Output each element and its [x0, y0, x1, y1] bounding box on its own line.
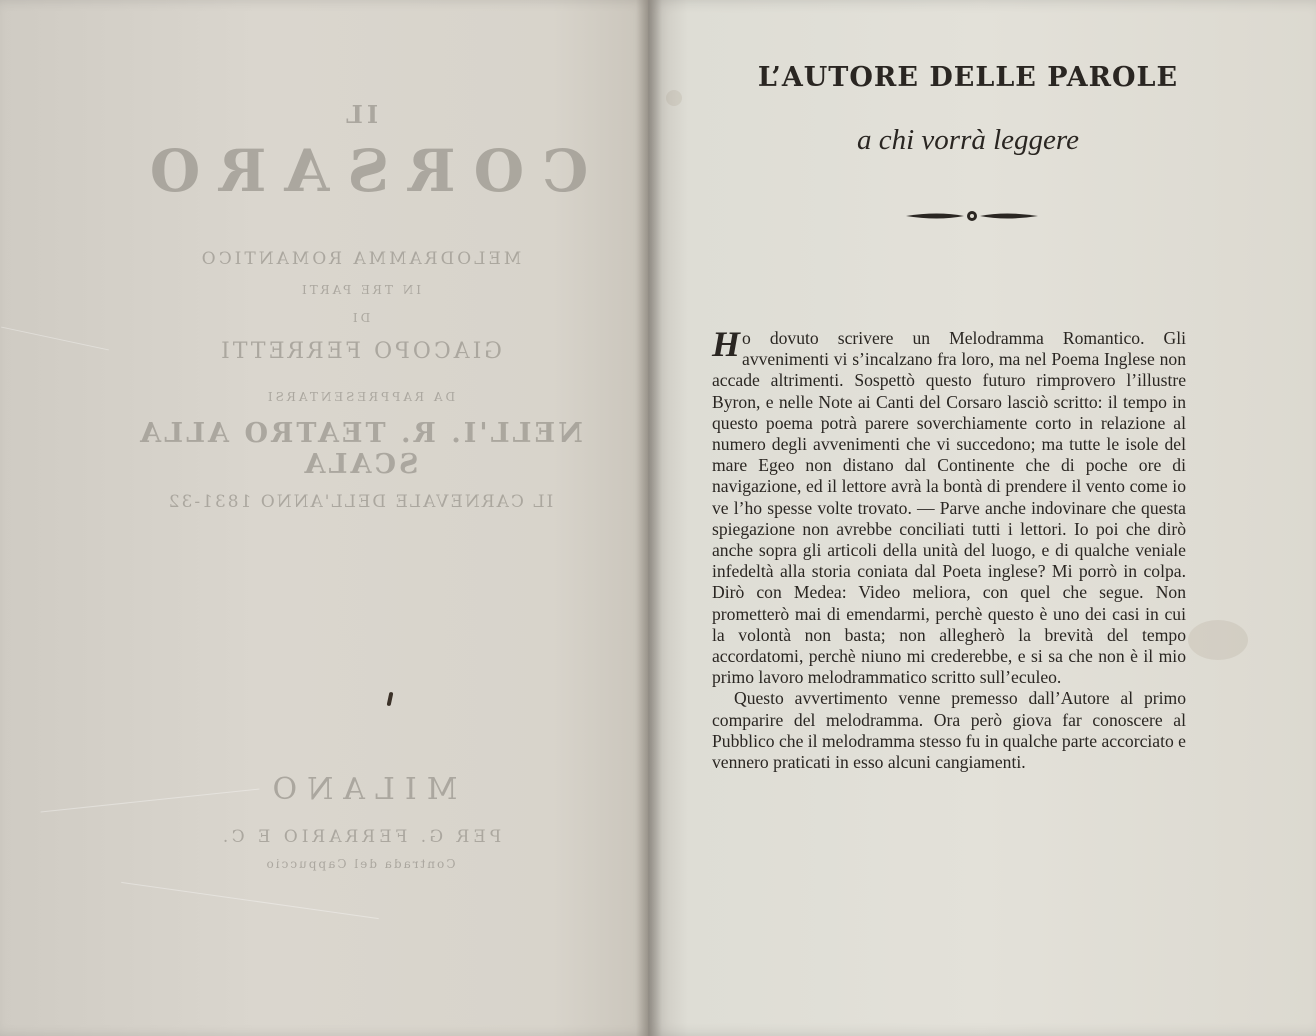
paper-crease [121, 882, 379, 919]
paper-stain [1188, 620, 1248, 660]
paragraph-text: o dovuto scrivere un Melodramma Romantico. Gli avvenimenti vi s’incalzano fra loro, ma nel Poema Inglese non accade altrimenti. Sospettò questo futuro rimprovero l’illustre Byron, e nelle Note ai Canti del Corsaro lasciò scritto: il tempo in questo poema potrà parere soverchiamente corto in relazione al numero degli avvenimenti che vi succedono; ma tutte le isole del mare Egeo non distano dal Continente che di poche ore di navigazione, ed il lettore avrà la bontà di prendere il vento come io ve l’ho spesse volte trovato. — Parve anche indovinare che questa spiegazione non avrebbe conciliati tutti i lettori. Io poi che dirò anche sopra gli articoli della unità del luogo, e di qualche veniale infedeltà alla storia coniata dal Poeta inglese? Mi porrò in colpa. Dirò con Medea: Video meliora, con quel che segue. Non prometterò mai di emendarmi, perchè questo è uno dei casi in cui la volontà non basta; non allegherò la brevità del tempo accordatomi, perchè niuno mi crederebbe, e si sa che non è il mio primo lavoro melodrammatico scritto sull’eculeo. [712, 328, 1186, 688]
showthrough-line: PER G. FERRARIO E C. [218, 827, 502, 847]
showthrough-line: IL [341, 100, 379, 129]
page-title: L’AUTORE DELLE PAROLE [757, 62, 1179, 93]
drop-cap: H [712, 324, 741, 364]
showthrough-line: GIACOPO FERRETTI [218, 339, 502, 364]
showthrough-line: Contrada del Cappuccio [264, 857, 456, 871]
paper-stain [666, 90, 682, 106]
preface-paragraph: Questo avvertimento venne premesso dall’Autore al primo comparire del melodramma. Ora però giova far conoscere al Pubblico che il melodramma stesso fu in qualche parte accorciato e vennero praticati in esso alcuni cangiamenti. [712, 688, 1186, 773]
showthrough-line: DA RAPPRESENTARSI [264, 390, 456, 404]
showthrough-text [80, 100, 640, 871]
preface-paragraph [712, 324, 1186, 688]
ornament-divider-icon [904, 206, 1040, 226]
showthrough-line: DI [349, 311, 371, 325]
book-gutter [636, 0, 662, 1036]
showthrough-line: CORSARO [131, 137, 589, 205]
showthrough-line: IN TRE PARTI [299, 283, 421, 297]
showthrough-line: MELODRAMMA ROMANTICO [198, 249, 522, 269]
preface-text [712, 324, 1186, 773]
left-page [0, 0, 650, 1036]
page-subtitle: a chi vorrà leggere [856, 124, 1079, 156]
showthrough-line: NELL'I. R. TEATRO ALLA SCALA [137, 418, 583, 480]
showthrough-line: MILANO [262, 772, 458, 807]
showthrough-line: IL CARNEVALE DELL'ANNO 1831-32 [166, 492, 554, 512]
